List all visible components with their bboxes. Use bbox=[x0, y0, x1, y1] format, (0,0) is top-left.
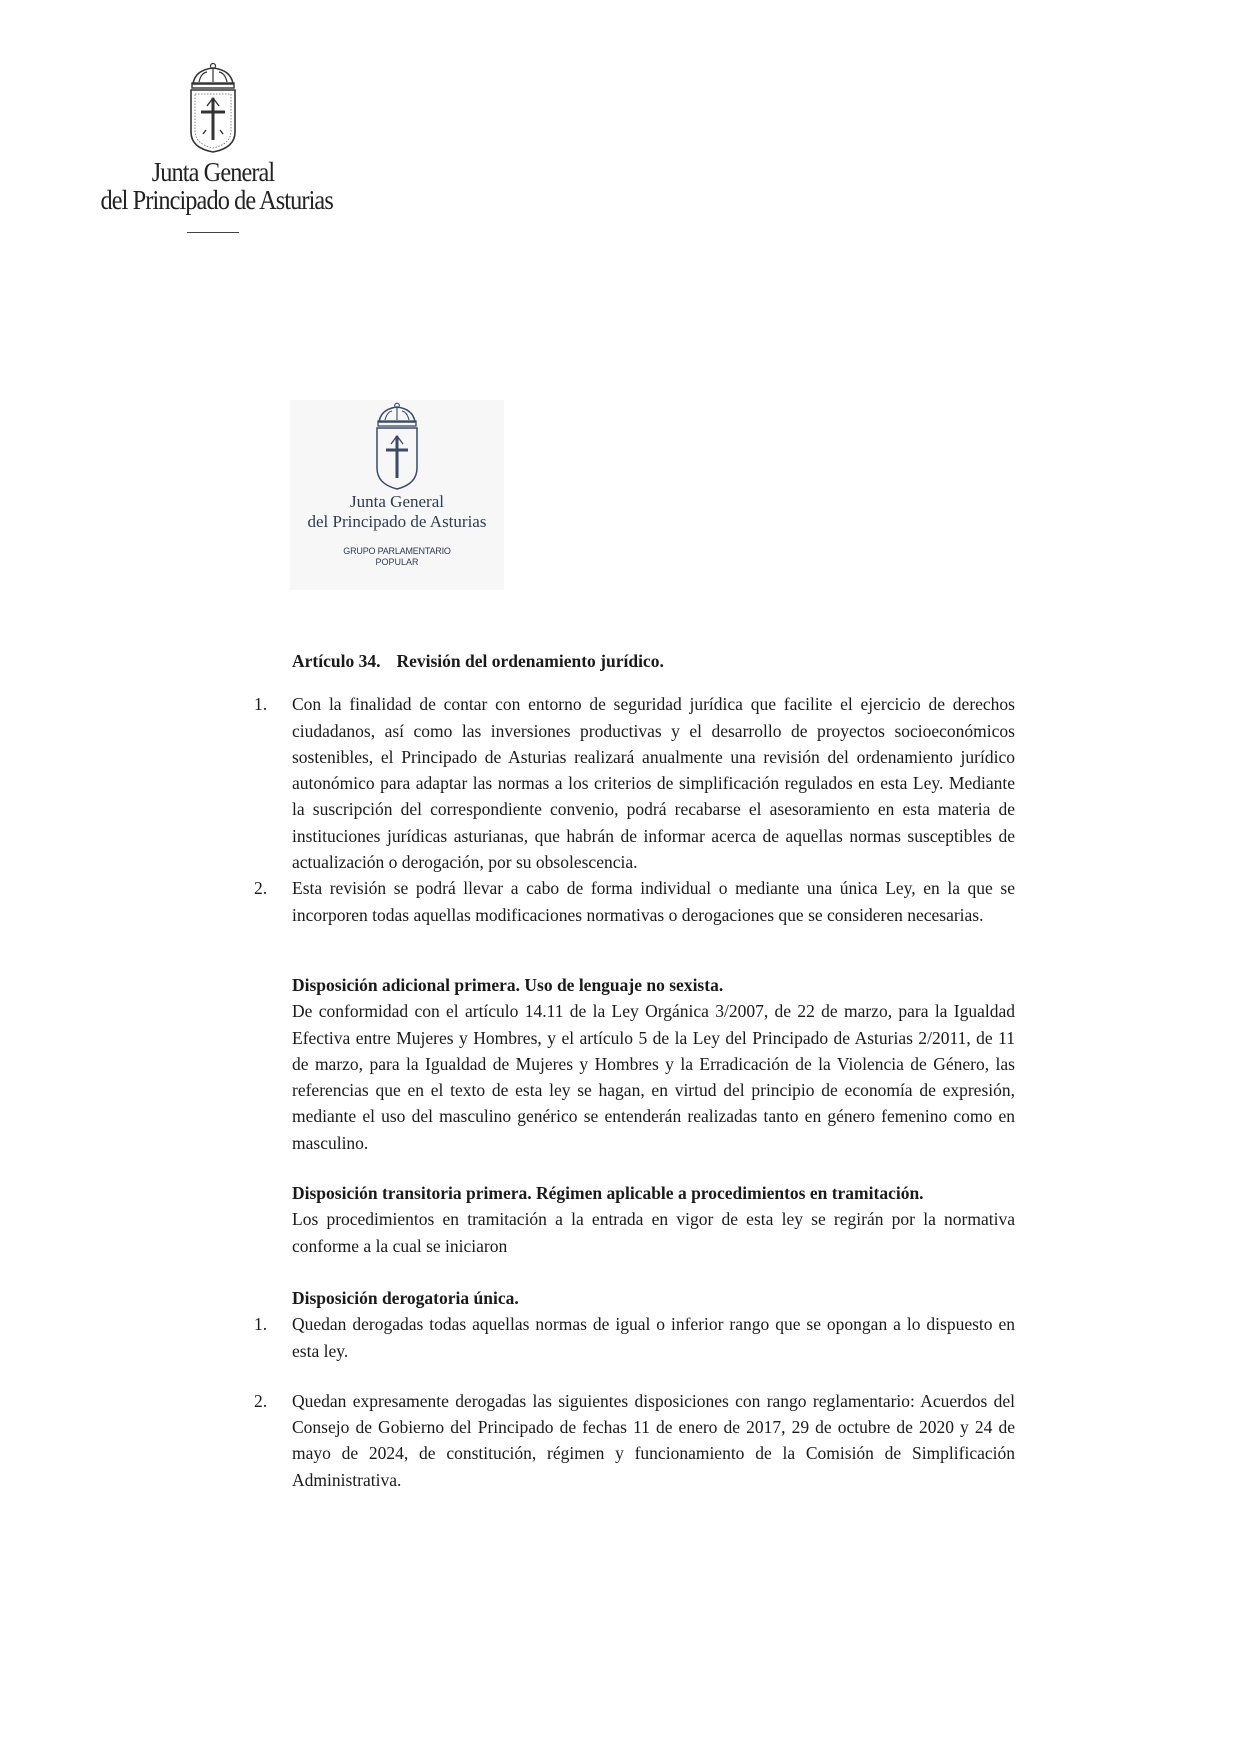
disposicion-derogatoria bbox=[254, 1285, 1015, 1493]
letterhead-title: Junta General bbox=[151, 157, 275, 187]
list-item-text: Quedan expresamente derogadas las siguientes disposiciones con rango reglamentario: Acuerdos del Consejo de Gobierno del Principado de fechas 11 de enero de 2017, 29 de octubre de 2020 y 24 de mayo de 2024, de constitución, régimen y funcionamiento de la Comisión de Simplificación Administrativa. bbox=[292, 1390, 1015, 1490]
disposicion-adicional bbox=[292, 972, 1015, 1156]
list-item-number: 2. bbox=[254, 878, 268, 899]
list-item-number: 1. bbox=[254, 1314, 268, 1335]
article-34-heading bbox=[292, 648, 1015, 674]
group-logo-title: Junta General bbox=[350, 492, 444, 511]
disposicion-transitoria bbox=[292, 1180, 1015, 1259]
article-34 bbox=[254, 648, 1015, 928]
group-logo-party: POPULAR bbox=[375, 557, 419, 567]
list-item bbox=[254, 1311, 1015, 1364]
letterhead-divider bbox=[187, 232, 239, 233]
list-item-number: 1. bbox=[254, 694, 268, 715]
letterhead bbox=[88, 62, 338, 233]
disposicion-transitoria-text: Los procedimientos en tramitación a la entrada en vigor de esta ley se regirán por la normativa conforme a la cual se iniciaron bbox=[292, 1209, 1015, 1256]
document-body bbox=[254, 630, 1015, 1493]
list-item-number: 2. bbox=[254, 1390, 268, 1411]
list-item-text: Quedan derogadas todas aquellas normas de igual o inferior rango que se opongan a lo dispuesto en esta ley. bbox=[292, 1314, 1015, 1361]
letterhead-subtitle: del Principado de Asturias bbox=[100, 185, 333, 215]
disposicion-derogatoria-heading: Disposición derogatoria única. bbox=[292, 1287, 519, 1308]
list-item bbox=[254, 691, 1015, 875]
disposicion-adicional-heading: Disposición adicional primera. Uso de lenguaje no sexista. bbox=[292, 974, 724, 995]
group-logo-group: GRUPO PARLAMENTARIO bbox=[343, 546, 451, 556]
coat-of-arms-icon bbox=[185, 62, 241, 154]
spacer bbox=[292, 1364, 1015, 1388]
list-item bbox=[254, 875, 1015, 928]
disposicion-derogatoria-list bbox=[254, 1311, 1015, 1493]
list-item-text: Esta revisión se podrá llevar a cabo de forma individual o mediante una única Ley, en la que se incorporen todas aquellas modificaciones normativas o derogaciones que se consideren necesarias. bbox=[292, 878, 1015, 925]
spacer bbox=[292, 1259, 1015, 1285]
spacer bbox=[292, 928, 1015, 972]
article-34-title: Revisión del ordenamiento jurídico. bbox=[396, 650, 664, 671]
list-item bbox=[254, 1388, 1015, 1493]
group-logo-subtitle: del Principado de Asturias bbox=[307, 512, 487, 531]
group-logo bbox=[290, 400, 504, 590]
article-34-list bbox=[254, 691, 1015, 928]
article-34-number: Artículo 34. bbox=[292, 650, 381, 671]
disposicion-transitoria-heading: Disposición transitoria primera. Régimen aplicable a procedimientos en tramitación. bbox=[292, 1183, 924, 1204]
group-coat-of-arms-icon bbox=[371, 402, 423, 492]
list-item-text: Con la finalidad de contar con entorno de seguridad jurídica que facilite el ejercicio de derechos ciudadanos, así como las inversiones productivas y el desarrollo de proyectos socioeconómicos sostenibles, el Principado de Asturias realizará anualmente una revisión del ordenamiento jurídico autonómico para adaptar las normas a los criterios de simplificación regulados en esta Ley. Mediante la suscripción del correspondiente convenio, podrá recabarse el asesoramiento en esta materia de instituciones jurídicas asturianas, que habrán de informar acerca de aquellas normas susceptibles de actualización o derogación, por su obsolescencia. bbox=[292, 694, 1015, 873]
spacer bbox=[292, 1156, 1015, 1180]
disposicion-adicional-text: De conformidad con el artículo 14.11 de la Ley Orgánica 3/2007, de 22 de marzo, para la Igualdad Efectiva entre Mujeres y Hombres, y el artículo 5 de la Ley del Principado de Asturias 2/2011, de 11 de marzo, para la Igualdad de Mujeres y Hombres y la Erradicación de la Violencia de Género, las referencias que en el texto de esta ley se hagan, en virtud del principio de economía de expresión, mediante el uso del masculino genérico se entenderán realizadas tanto en género femenino como en masculino. bbox=[292, 1001, 1015, 1153]
